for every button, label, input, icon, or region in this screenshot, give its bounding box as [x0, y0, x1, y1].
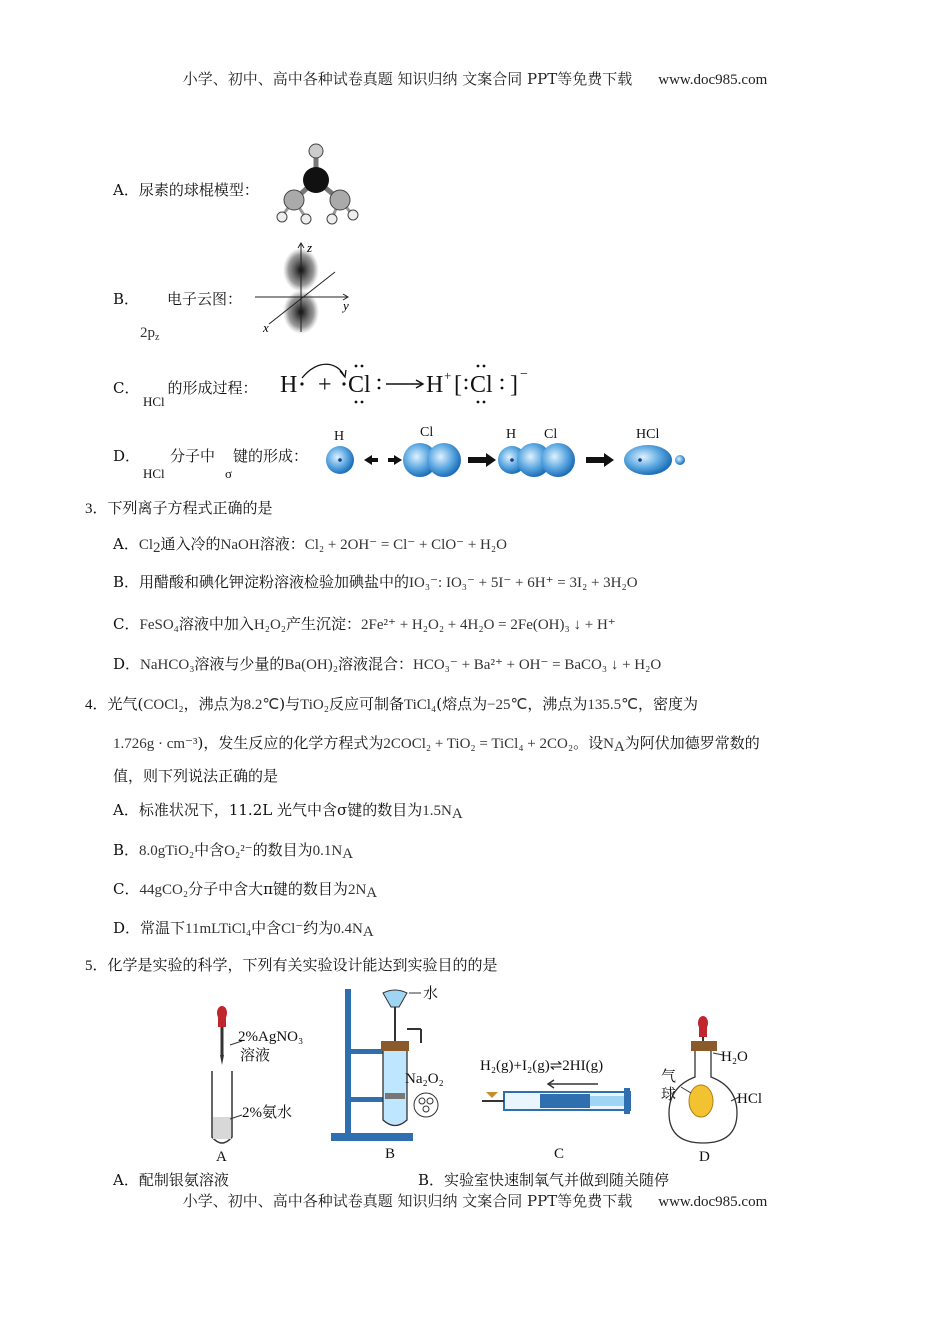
hcl-formation-lewis: [278, 358, 538, 408]
sigma-bond-formation-diagram: [322, 422, 692, 480]
svg-text:HCl: HCl: [737, 1091, 763, 1107]
header-text: 小学、初中、高中各种试卷真题 知识归纳 文案合同 PPT等免费下载: [182, 70, 633, 88]
urea-ball-stick-model: [270, 140, 370, 230]
svg-text:水: 水: [423, 986, 439, 1002]
fig-d-hcl-flask: [655, 1015, 775, 1165]
svg-text:]: ]: [510, 372, 518, 398]
svg-text:A: A: [216, 1149, 227, 1165]
svg-text:H₂(g)+I₂(g)⇌2HI(g): H₂(g)+I₂(g)⇌2HI(g): [480, 1058, 604, 1074]
q2-c-hcl: HCl: [143, 394, 165, 409]
svg-text:Cl: Cl: [420, 425, 434, 440]
q3-option-c: C．FeSO₄溶液中加入H₂O₂产生沉淀：2Fe²⁺ + H₂O₂ + 4H₂O = 2Fe(OH)₃ ↓ + H⁺: [113, 615, 616, 633]
svg-text:+: +: [444, 368, 452, 383]
axis-x: x: [263, 320, 269, 335]
svg-text:HCl: HCl: [636, 427, 660, 442]
axis-y: y: [343, 298, 349, 313]
page-footer: [0, 1190, 950, 1211]
q2-d-text1: 分子中: [170, 447, 216, 465]
footer-site: www.doc985.com: [658, 1194, 768, 1210]
svg-text:B: B: [385, 1146, 396, 1162]
svg-text:球: 球: [661, 1087, 677, 1103]
q2-d-hcl: HCl: [143, 466, 165, 481]
svg-text:H₂O: H₂O: [721, 1049, 748, 1065]
svg-text:H: H: [280, 372, 298, 398]
q4-stem-line2: 1.726g · cm⁻³)，发生反应的化学方程式为2COCl₂ + TiO₂ = TiCl₄ + 2CO₂。设$N_A$为阿伏加德罗常数的: [113, 734, 760, 755]
svg-text:D: D: [699, 1149, 710, 1165]
q3-stem: 3．下列离子方程式正确的是: [85, 499, 273, 517]
svg-text:Na₂O₂: Na₂O₂: [405, 1071, 444, 1087]
axis-z: z: [307, 240, 313, 255]
q2-d-sigma: σ: [225, 466, 233, 481]
electron-cloud-diagram: [255, 240, 365, 335]
svg-text:[: [: [454, 372, 462, 398]
svg-text:−: −: [520, 367, 528, 382]
svg-text:Cl: Cl: [348, 372, 371, 398]
q2-option-d: [113, 446, 308, 466]
q2-option-b: [113, 289, 242, 309]
svg-text:2%AgNO₃: 2%AgNO₃: [238, 1029, 304, 1045]
footer-text: 小学、初中、高中各种试卷真题 知识归纳 文案合同 PPT等免费下载: [182, 1192, 633, 1210]
q2-option-a: [113, 180, 259, 200]
svg-text:H: H: [506, 427, 517, 442]
q3-option-a: A．$Cl_2$通入冷的NaOH溶液：Cl₂ + 2OH⁻ = Cl⁻ + ClO⁻ + H₂O: [113, 535, 507, 556]
svg-text:2%氨水: 2%氨水: [242, 1105, 292, 1121]
svg-text:+: +: [318, 372, 332, 398]
header-site: www.doc985.com: [658, 72, 768, 88]
q4-stem-line1: 4．光气(COCl₂，沸点为8.2℃)与TiO₂反应可制备TiCl₄(熔点为−25℃，沸点为135.5℃，密度为: [85, 695, 699, 713]
q2-b-orbital: $2p_z$: [140, 325, 160, 343]
svg-text:Cl: Cl: [544, 427, 558, 442]
fig-a-silver-ammonia: [200, 1005, 330, 1165]
svg-text:H: H: [334, 429, 345, 444]
q5-option-b: B．实验室快速制氧气并做到随关随停: [418, 1171, 670, 1189]
q4-stem-line3: 值，则下列说法正确的是: [113, 767, 279, 785]
q2-c-label: C．: [113, 379, 140, 397]
q3-option-d: D．NaHCO₃溶液与少量的Ba(OH)₂溶液混合：HCO₃⁻ + Ba²⁺ + OH⁻ = BaCO₃ ↓ + H₂O: [113, 655, 662, 673]
q2-option-c: [113, 378, 258, 398]
q4-option-c: C．44gCO₂分子中含大π键的数目为$2N_A$: [113, 880, 378, 901]
q4-option-a: A．标准状况下，11.2L 光气中含σ键的数目为$1.5N_A$: [113, 801, 463, 822]
q2-a-label: A．: [113, 181, 139, 199]
svg-text:Cl: Cl: [470, 372, 493, 398]
q2-a-text: 尿素的球棍模型：: [138, 181, 259, 199]
q2-b-label: B．: [113, 290, 140, 308]
page-header: [0, 68, 950, 89]
q5-stem: 5．化学是实验的科学，下列有关实验设计能达到实验目的的是: [85, 956, 498, 974]
svg-text:H: H: [426, 372, 444, 398]
q4-option-b: B．8.0gTiO₂中含O₂²⁻的数目为$0.1N_A$: [113, 841, 354, 862]
q2-c-text: 的形成过程：: [167, 379, 258, 397]
svg-text:C: C: [554, 1146, 565, 1162]
svg-text:气: 气: [661, 1069, 677, 1085]
q2-d-label: D．: [113, 447, 141, 465]
q2-b-text: 电子云图：: [167, 290, 243, 308]
q5-option-a: A．配制银氨溶液: [113, 1171, 229, 1189]
q3-option-b: B．用醋酸和碘化钾淀粉溶液检验加碘盐中的IO₃⁻: IO₃⁻ + 5I⁻ + 6H⁺ = 3I₂ + 3H₂O: [113, 573, 638, 591]
fig-b-oxygen-apparatus: [325, 985, 455, 1165]
svg-text:溶液: 溶液: [240, 1048, 271, 1064]
q4-option-d: D．常温下11mLTiCl₄中含Cl⁻约为$0.4N_A$: [113, 919, 374, 940]
q2-d-text2: 键的形成：: [233, 447, 309, 465]
fig-c-syringe-equilibrium: [478, 1048, 638, 1164]
